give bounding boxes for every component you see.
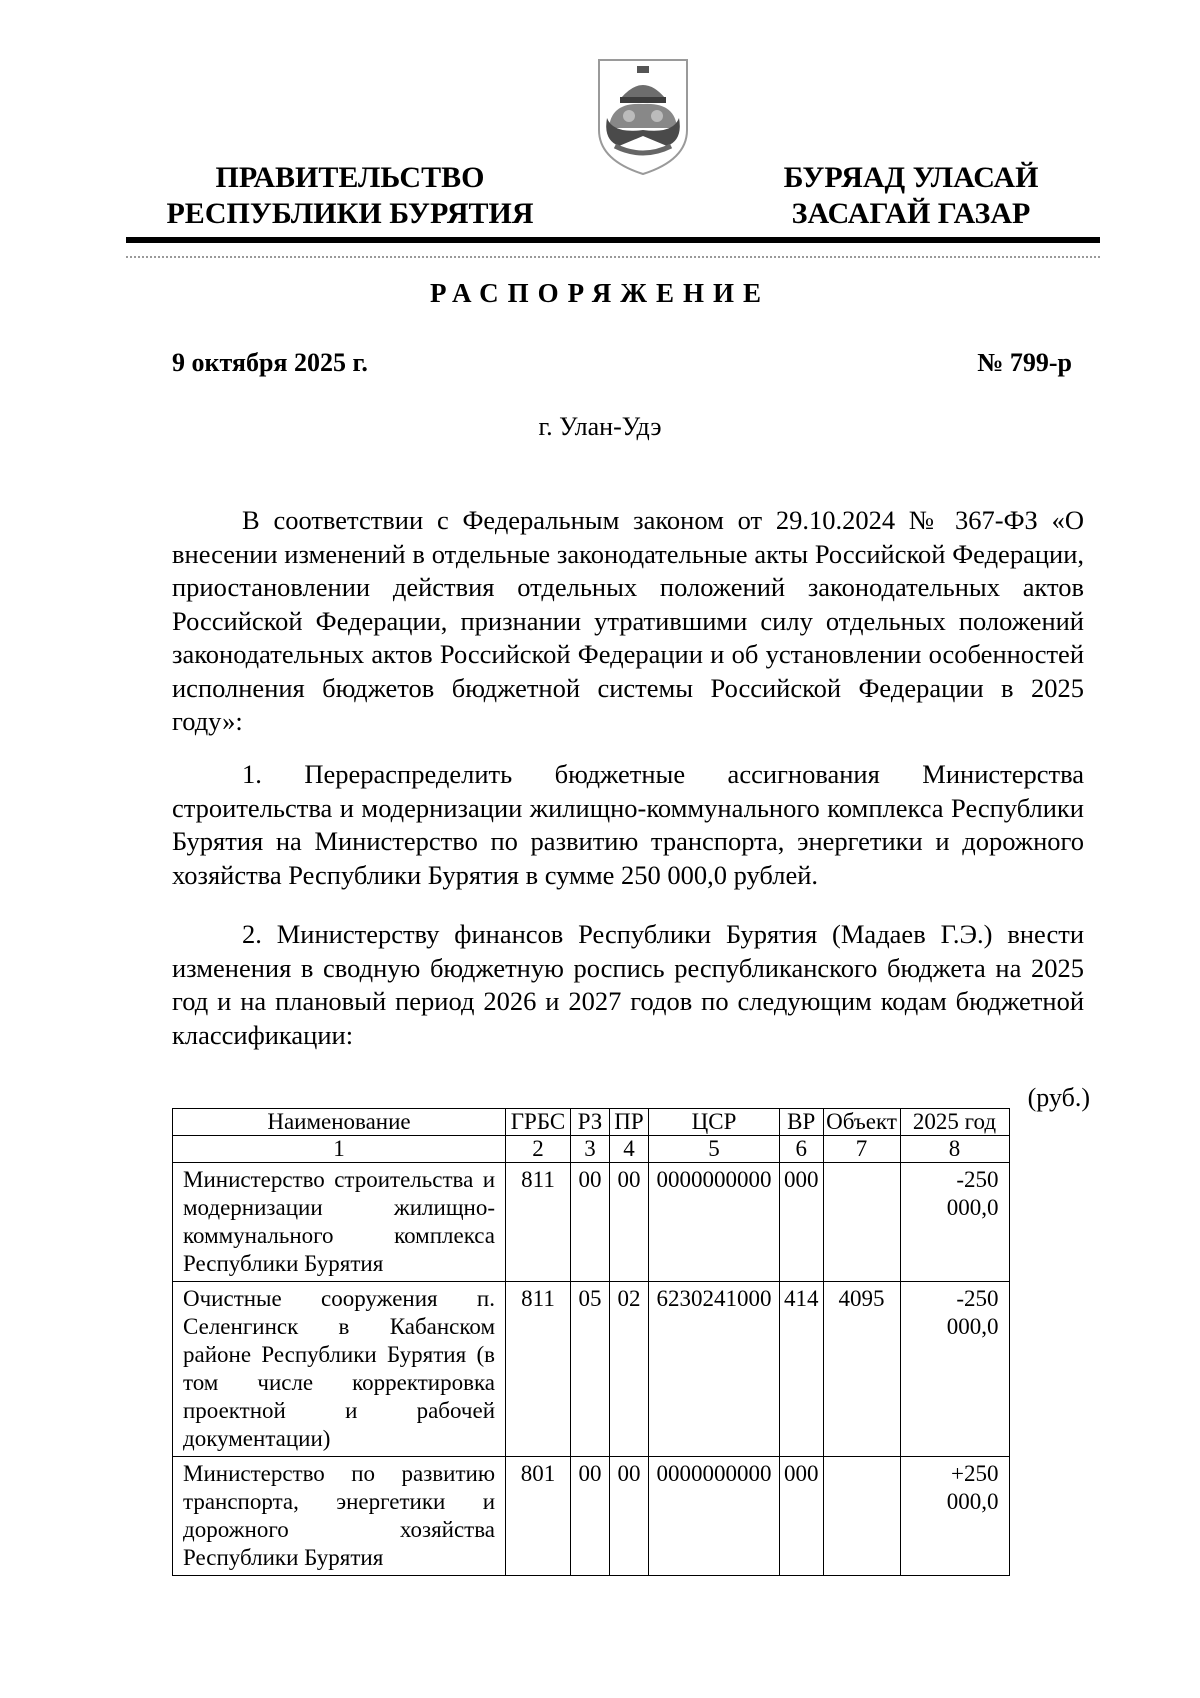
table-row xyxy=(173,1457,1010,1576)
row-pr: 00 xyxy=(610,1457,649,1576)
table-row xyxy=(173,1163,1010,1282)
government-name-bua-line2: ЗАСАГАЙ ГАЗАР xyxy=(791,197,1031,230)
row-vr: 000 xyxy=(780,1457,824,1576)
coat-of-arms-icon xyxy=(593,56,693,178)
government-name-ru-line1: ПРАВИТЕЛЬСТВО xyxy=(215,161,485,194)
column-number: 5 xyxy=(649,1136,780,1163)
government-name-ru xyxy=(160,160,540,232)
row-csr: 0000000000 xyxy=(649,1163,780,1282)
row-object xyxy=(823,1163,900,1282)
document-title: РАСПОРЯЖЕНИЕ xyxy=(429,278,771,308)
row-csr: 6230241000 xyxy=(649,1282,780,1457)
row-name: Министерство по развитию транспорта, энергетики и дорожного хозяйства Республики Бурятия xyxy=(173,1457,506,1576)
row-amount: +250 000,0 xyxy=(900,1457,1009,1576)
row-object: 4095 xyxy=(823,1282,900,1457)
government-name-bua xyxy=(746,160,1076,232)
table-row xyxy=(173,1282,1010,1457)
document-date: 9 октября 2025 г. xyxy=(172,348,368,377)
column-number: 8 xyxy=(900,1136,1009,1163)
row-vr: 414 xyxy=(780,1282,824,1457)
row-name: Министерство строительства и модернизации жилищно-коммунального комплекса Республики Бурятия xyxy=(173,1163,506,1282)
row-amount: -250 000,0 xyxy=(900,1282,1009,1457)
item-1-text: 1. Перераспределить бюджетные ассигнования Министерства строительства и модернизации жилищно-коммунального комплекса Республики Бурятия на Министерство по развитию транспорта, энергетики и дорожного хозяйства Республики Бурятия в сумме 250 000,0 рублей. xyxy=(172,759,1084,890)
currency-unit: (руб.) xyxy=(1027,1083,1090,1112)
header-cell-rz: РЗ xyxy=(571,1109,610,1136)
item-2-text: 2. Министерству финансов Республики Бурятия (Мадаев Г.Э.) внести изменения в сводную бюджетную роспись республиканского бюджета на 2025 год и на плановый период 2026 и 2027 годов по следующим кодам бюджетной классификации: xyxy=(172,919,1084,1050)
row-amount: -250 000,0 xyxy=(900,1163,1009,1282)
row-rz: 00 xyxy=(571,1163,610,1282)
intro-paragraph xyxy=(172,504,1084,739)
table-column-numbers-row xyxy=(173,1136,1010,1163)
row-vr: 000 xyxy=(780,1163,824,1282)
row-rz: 05 xyxy=(571,1282,610,1457)
row-name: Очистные сооружения п. Селенгинск в Кабанском районе Республики Бурятия (в том числе корректировка проектной и рабочей документации) xyxy=(173,1282,506,1457)
government-name-ru-line2: РЕСПУБЛИКИ БУРЯТИЯ xyxy=(166,197,534,230)
header-cell-object: Объект xyxy=(823,1109,900,1136)
row-grbs: 811 xyxy=(506,1282,571,1457)
row-grbs: 801 xyxy=(506,1457,571,1576)
row-csr: 0000000000 xyxy=(649,1457,780,1576)
document-city: г. Улан-Удэ xyxy=(538,412,662,441)
row-object xyxy=(823,1457,900,1576)
header-cell-csr: ЦСР xyxy=(649,1109,780,1136)
header-cell-name: Наименование xyxy=(173,1109,506,1136)
row-grbs: 811 xyxy=(506,1163,571,1282)
header-divider-thin xyxy=(126,256,1100,258)
intro-text: В соответствии с Федеральным законом от 29.10.2024 № 367-ФЗ «О внесении изменений в отдельные законодательные акты Российской Федерации, приостановлении действия отдельных положений законодательных актов Российской Федерации, признании утратившими силу отдельных положений законодательных актов Российской Федерации и об установлении особенностей исполнения бюджетов бюджетной системы Российской Федерации в 2025 году»: xyxy=(172,505,1084,736)
column-number: 4 xyxy=(610,1136,649,1163)
column-number: 7 xyxy=(823,1136,900,1163)
row-rz: 00 xyxy=(571,1457,610,1576)
document-number: № 799-р xyxy=(977,348,1072,377)
budget-table xyxy=(172,1108,1010,1576)
row-pr: 02 xyxy=(610,1282,649,1457)
header-cell-pr: ПР xyxy=(610,1109,649,1136)
item-2-paragraph xyxy=(172,918,1084,1052)
header-cell-vr: ВР xyxy=(780,1109,824,1136)
government-name-bua-line1: БУРЯАД УЛАСАЙ xyxy=(783,161,1039,194)
column-number: 3 xyxy=(571,1136,610,1163)
table-header-row xyxy=(173,1109,1010,1136)
column-number: 6 xyxy=(780,1136,824,1163)
header-cell-grbs: ГРБС xyxy=(506,1109,571,1136)
item-1-paragraph xyxy=(172,758,1084,892)
header-divider-thick xyxy=(126,237,1100,243)
column-number: 1 xyxy=(173,1136,506,1163)
row-pr: 00 xyxy=(610,1163,649,1282)
header-cell-year: 2025 год xyxy=(900,1109,1009,1136)
column-number: 2 xyxy=(506,1136,571,1163)
